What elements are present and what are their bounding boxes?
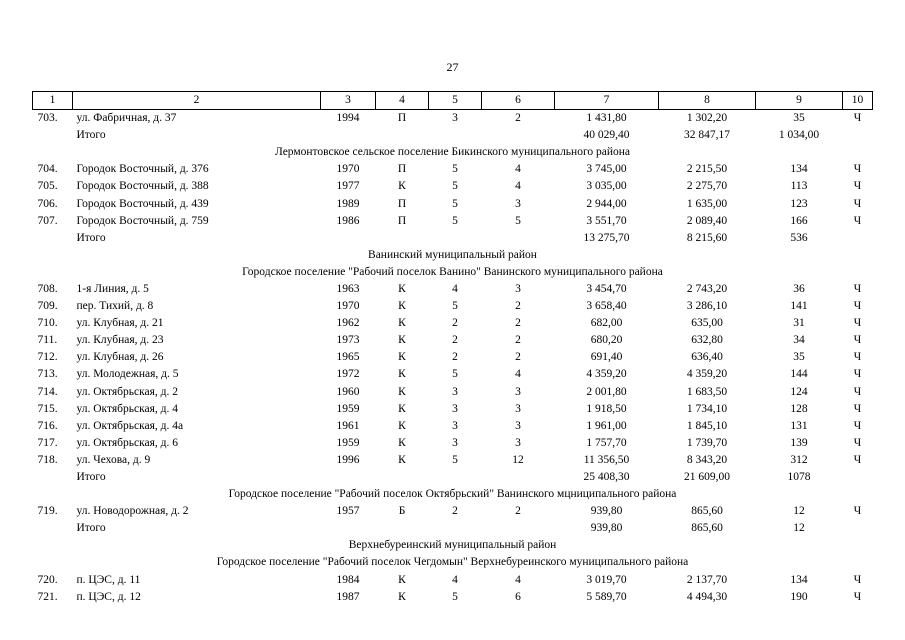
ownership-cell: Ч: [853, 453, 862, 466]
wall-material-cell: [376, 520, 429, 537]
living-area-cell: 21 609,00: [684, 471, 730, 484]
column-header: 4: [376, 92, 429, 110]
build-year-cell: 1962: [336, 317, 360, 330]
row-number-cell: 710.: [37, 317, 58, 330]
row-number-cell: 712.: [37, 351, 58, 364]
residents-cell: 1 034,00: [778, 129, 820, 142]
ownership-cell: Ч: [853, 112, 862, 125]
entrances-cell: 2: [515, 317, 521, 330]
floors-cell: 2: [452, 505, 458, 518]
ownership-cell: Ч: [853, 282, 862, 295]
column-header: 10: [843, 92, 873, 110]
floors-cell: 5: [452, 368, 458, 381]
build-year-cell: 1959: [336, 402, 360, 415]
total-area-cell: 3 035,00: [586, 180, 627, 193]
page-number: 27: [446, 60, 459, 74]
build-year-cell: 1977: [336, 180, 360, 193]
wall-material-cell: К: [398, 300, 406, 313]
table-row: [33, 572, 873, 589]
living-area-cell: 3 286,10: [686, 300, 728, 313]
total-row: [33, 127, 873, 144]
table-row: [33, 195, 873, 212]
residents-cell: 139: [790, 436, 808, 449]
wall-material-cell: [376, 230, 429, 247]
ownership-cell: Ч: [853, 163, 862, 176]
row-number-cell: [33, 230, 73, 247]
section-heading: Верхнебуреинский муниципальный район: [348, 539, 557, 552]
build-year-cell: 1970: [336, 300, 360, 313]
ownership-cell: Ч: [853, 573, 862, 586]
address-cell: п. ЦЭС, д. 11: [76, 573, 141, 586]
build-year-cell: 1970: [336, 163, 360, 176]
entrances-cell: 3: [515, 436, 521, 449]
column-header: 9: [756, 92, 843, 110]
section-heading: Городское поселение "Рабочий поселок Чегдомын" Верхнебуреинского муниципального района: [216, 556, 689, 569]
wall-material-cell: К: [398, 402, 406, 415]
entrances-cell: 2: [515, 505, 521, 518]
entrances-cell: 4: [515, 163, 521, 176]
total-label: Итого: [76, 522, 106, 535]
total-area-cell: 5 589,70: [586, 590, 627, 603]
row-number-cell: 720.: [37, 573, 58, 586]
column-header: 2: [73, 92, 321, 110]
entrances-cell: 2: [515, 300, 521, 313]
residents-cell: 113: [790, 180, 808, 193]
total-area-cell: 11 356,50: [583, 453, 630, 466]
table-row: [33, 178, 873, 195]
table-row: [33, 110, 873, 128]
table-row: [33, 589, 873, 606]
living-area-cell: 2 137,70: [686, 573, 728, 586]
address-cell: пер. Тихий, д. 8: [76, 300, 154, 313]
ownership-cell: Ч: [853, 505, 862, 518]
address-cell: ул. Клубная, д. 21: [76, 317, 164, 330]
ownership-cell: Ч: [853, 436, 862, 449]
ownership-cell: [843, 127, 873, 144]
ownership-cell: Ч: [853, 214, 862, 227]
wall-material-cell: К: [398, 368, 406, 381]
row-number-cell: 715.: [37, 402, 58, 415]
table-row: [33, 281, 873, 298]
residents-cell: 12: [793, 522, 805, 535]
total-area-cell: 939,80: [590, 505, 623, 518]
floors-cell: 5: [452, 590, 458, 603]
wall-material-cell: К: [398, 180, 406, 193]
row-number-cell: [33, 127, 73, 144]
residents-cell: 128: [790, 402, 808, 415]
entrances-cell: 2: [515, 351, 521, 364]
row-number-cell: [33, 469, 73, 486]
ownership-cell: [843, 230, 873, 247]
address-cell: Городок Восточный, д. 388: [76, 180, 209, 193]
entrances-cell: [482, 127, 555, 144]
table-row: [33, 401, 873, 418]
total-area-cell: 3 745,00: [586, 163, 627, 176]
floors-cell: [429, 127, 482, 144]
build-year-cell: [321, 230, 376, 247]
housing-table: [32, 91, 873, 606]
wall-material-cell: П: [397, 214, 407, 227]
row-number-cell: 719.: [37, 505, 58, 518]
total-area-cell: 2 001,80: [586, 385, 627, 398]
residents-cell: 141: [790, 300, 808, 313]
address-cell: Городок Восточный, д. 439: [76, 197, 209, 210]
row-number-cell: [33, 520, 73, 537]
total-area-cell: 13 275,70: [583, 231, 630, 244]
section-heading-row: [33, 486, 873, 503]
residents-cell: 36: [793, 282, 805, 295]
total-row: [33, 469, 873, 486]
residents-cell: 31: [793, 317, 805, 330]
build-year-cell: 1984: [336, 573, 360, 586]
floors-cell: 3: [452, 436, 458, 449]
ownership-cell: [843, 520, 873, 537]
living-area-cell: 32 847,17: [684, 129, 730, 142]
total-row: [33, 230, 873, 247]
residents-cell: 12: [793, 505, 805, 518]
total-area-cell: 3 454,70: [586, 282, 627, 295]
residents-cell: 35: [793, 112, 805, 125]
living-area-cell: 632,80: [691, 334, 723, 347]
residents-cell: 536: [790, 231, 808, 244]
row-number-cell: 718.: [37, 453, 58, 466]
ownership-cell: Ч: [853, 590, 862, 603]
total-area-cell: 3 551,70: [586, 214, 627, 227]
entrances-cell: 3: [515, 419, 521, 432]
table-row: [33, 332, 873, 349]
build-year-cell: 1987: [336, 590, 360, 603]
ownership-cell: Ч: [853, 197, 862, 210]
address-cell: ул. Клубная, д. 26: [76, 351, 164, 364]
entrances-cell: 6: [515, 590, 521, 603]
section-heading: Городское поселение "Рабочий поселок Ванино" Ванинского муниципального района: [242, 265, 663, 278]
build-year-cell: 1989: [336, 197, 360, 210]
floors-cell: 5: [452, 453, 458, 466]
column-number-header-row: [33, 92, 873, 110]
address-cell: ул. Октябрьская, д. 2: [76, 385, 178, 398]
wall-material-cell: К: [398, 385, 406, 398]
wall-material-cell: Б: [398, 505, 406, 518]
section-heading: Лермонтовское сельское поселение Бикинского муниципального района: [274, 146, 631, 159]
floors-cell: 2: [452, 334, 458, 347]
build-year-cell: 1961: [336, 419, 360, 432]
living-area-cell: 636,40: [691, 351, 723, 364]
build-year-cell: [321, 520, 376, 537]
entrances-cell: 4: [515, 573, 521, 586]
address-cell: Городок Восточный, д. 759: [76, 214, 209, 227]
wall-material-cell: К: [398, 573, 406, 586]
build-year-cell: 1996: [336, 453, 360, 466]
residents-cell: 131: [790, 419, 808, 432]
row-number-cell: 713.: [37, 368, 58, 381]
wall-material-cell: П: [397, 197, 407, 210]
section-heading-row: [33, 264, 873, 281]
total-area-cell: 40 029,40: [583, 129, 630, 142]
entrances-cell: 3: [515, 197, 521, 210]
floors-cell: [429, 230, 482, 247]
table-row: [33, 298, 873, 315]
row-number-cell: 716.: [37, 419, 58, 432]
floors-cell: 3: [452, 112, 458, 125]
entrances-cell: 12: [512, 453, 524, 466]
living-area-cell: 865,60: [691, 522, 723, 535]
total-area-cell: 1 757,70: [586, 436, 627, 449]
living-area-cell: 1 739,70: [686, 436, 728, 449]
column-header: 3: [321, 92, 376, 110]
address-cell: ул. Фабричная, д. 37: [76, 112, 177, 125]
living-area-cell: 2 089,40: [686, 214, 728, 227]
floors-cell: 3: [452, 402, 458, 415]
address-cell: 1-я Линия, д. 5: [76, 282, 149, 295]
column-header: 5: [429, 92, 482, 110]
wall-material-cell: К: [398, 351, 406, 364]
entrances-cell: 3: [515, 282, 521, 295]
table-row: [33, 452, 873, 469]
living-area-cell: 1 302,20: [686, 112, 728, 125]
living-area-cell: 8 343,20: [686, 453, 728, 466]
table-row: [33, 418, 873, 435]
build-year-cell: 1959: [336, 436, 360, 449]
total-area-cell: 3 019,70: [586, 573, 627, 586]
table-row: [33, 366, 873, 383]
living-area-cell: 2 743,20: [686, 282, 728, 295]
section-heading-row: [33, 247, 873, 264]
build-year-cell: 1972: [336, 368, 360, 381]
wall-material-cell: П: [397, 112, 407, 125]
address-cell: ул. Новодорожная, д. 2: [76, 505, 189, 518]
build-year-cell: 1965: [336, 351, 360, 364]
floors-cell: 5: [452, 163, 458, 176]
floors-cell: 5: [452, 214, 458, 227]
living-area-cell: 865,60: [691, 505, 723, 518]
ownership-cell: Ч: [853, 402, 862, 415]
total-area-cell: 4 359,20: [586, 368, 627, 381]
total-row: [33, 520, 873, 537]
floors-cell: 3: [452, 419, 458, 432]
total-area-cell: 1 961,00: [586, 419, 627, 432]
section-heading-row: [33, 554, 873, 571]
wall-material-cell: К: [398, 436, 406, 449]
total-area-cell: 25 408,30: [583, 471, 630, 484]
row-number-cell: 717.: [37, 436, 58, 449]
residents-cell: 144: [790, 368, 808, 381]
total-label: Итого: [76, 129, 106, 142]
residents-cell: 1078: [787, 471, 811, 484]
floors-cell: 5: [452, 197, 458, 210]
ownership-cell: Ч: [853, 300, 862, 313]
residents-cell: 134: [790, 573, 808, 586]
residents-cell: 124: [790, 385, 808, 398]
total-area-cell: 1 918,50: [586, 402, 627, 415]
table-row: [33, 435, 873, 452]
table-row: [33, 384, 873, 401]
build-year-cell: [321, 127, 376, 144]
section-heading-row: [33, 144, 873, 161]
row-number-cell: 705.: [37, 180, 58, 193]
total-area-cell: 682,00: [590, 317, 623, 330]
floors-cell: 5: [452, 300, 458, 313]
floors-cell: [429, 469, 482, 486]
total-area-cell: 691,40: [590, 351, 623, 364]
ownership-cell: Ч: [853, 334, 862, 347]
entrances-cell: 2: [515, 334, 521, 347]
total-area-cell: 1 431,80: [586, 112, 627, 125]
entrances-cell: 4: [515, 180, 521, 193]
floors-cell: 5: [452, 180, 458, 193]
living-area-cell: 4 494,30: [686, 590, 728, 603]
living-area-cell: 1 683,50: [686, 385, 728, 398]
ownership-cell: [843, 469, 873, 486]
ownership-cell: Ч: [853, 317, 862, 330]
living-area-cell: 4 359,20: [686, 368, 728, 381]
wall-material-cell: К: [398, 590, 406, 603]
residents-cell: 123: [790, 197, 808, 210]
row-number-cell: 706.: [37, 197, 58, 210]
address-cell: ул. Чехова, д. 9: [76, 453, 151, 466]
living-area-cell: 635,00: [691, 317, 723, 330]
row-number-cell: 711.: [37, 334, 58, 347]
build-year-cell: 1986: [336, 214, 360, 227]
wall-material-cell: [376, 127, 429, 144]
entrances-cell: 2: [515, 112, 521, 125]
section-heading-row: [33, 537, 873, 554]
floors-cell: 2: [452, 351, 458, 364]
build-year-cell: 1973: [336, 334, 360, 347]
column-header: 6: [482, 92, 555, 110]
table-row: [33, 161, 873, 178]
total-area-cell: 680,20: [590, 334, 623, 347]
floors-cell: 3: [452, 385, 458, 398]
address-cell: ул. Октябрьская, д. 4: [76, 402, 178, 415]
residents-cell: 190: [790, 590, 808, 603]
entrances-cell: [482, 230, 555, 247]
residents-cell: 34: [793, 334, 805, 347]
row-number-cell: 709.: [37, 300, 58, 313]
wall-material-cell: К: [398, 282, 406, 295]
wall-material-cell: К: [398, 453, 406, 466]
total-area-cell: 2 944,00: [586, 197, 627, 210]
table-row: [33, 315, 873, 332]
total-label: Итого: [76, 471, 106, 484]
wall-material-cell: [376, 469, 429, 486]
living-area-cell: 1 734,10: [686, 402, 728, 415]
floors-cell: 4: [452, 282, 458, 295]
residents-cell: 166: [790, 214, 808, 227]
residents-cell: 312: [790, 453, 808, 466]
row-number-cell: 708.: [37, 282, 58, 295]
address-cell: ул. Клубная, д. 23: [76, 334, 164, 347]
residents-cell: 35: [793, 351, 805, 364]
total-label: Итого: [76, 231, 106, 244]
ownership-cell: Ч: [853, 419, 862, 432]
wall-material-cell: К: [398, 334, 406, 347]
living-area-cell: 2 275,70: [686, 180, 728, 193]
ownership-cell: Ч: [853, 368, 862, 381]
row-number-cell: 721.: [37, 590, 58, 603]
floors-cell: 2: [452, 317, 458, 330]
ownership-cell: Ч: [853, 385, 862, 398]
entrances-cell: [482, 520, 555, 537]
column-header: 7: [555, 92, 659, 110]
table-row: [33, 213, 873, 230]
entrances-cell: 5: [515, 214, 521, 227]
row-number-cell: 704.: [37, 163, 58, 176]
entrances-cell: 4: [515, 368, 521, 381]
address-cell: п. ЦЭС, д. 12: [76, 590, 141, 603]
document-table-container: [32, 91, 872, 606]
address-cell: ул. Октябрьская, д. 6: [76, 436, 178, 449]
entrances-cell: 3: [515, 385, 521, 398]
total-area-cell: 3 658,40: [586, 300, 627, 313]
entrances-cell: [482, 469, 555, 486]
wall-material-cell: К: [398, 317, 406, 330]
table-row: [33, 503, 873, 520]
column-header: 8: [659, 92, 756, 110]
row-number-cell: 714.: [37, 385, 58, 398]
table-body: [33, 110, 873, 606]
ownership-cell: Ч: [853, 351, 862, 364]
address-cell: ул. Октябрьская, д. 4а: [76, 419, 184, 432]
build-year-cell: [321, 469, 376, 486]
total-area-cell: 939,80: [590, 522, 623, 535]
living-area-cell: 8 215,60: [686, 231, 728, 244]
address-cell: ул. Молодежная, д. 5: [76, 368, 179, 381]
living-area-cell: 1 845,10: [686, 419, 728, 432]
build-year-cell: 1957: [336, 505, 360, 518]
floors-cell: [429, 520, 482, 537]
floors-cell: 4: [452, 573, 458, 586]
residents-cell: 134: [790, 163, 808, 176]
row-number-cell: 703.: [37, 112, 58, 125]
section-heading: Ванинский муниципальный район: [368, 248, 537, 261]
living-area-cell: 1 635,00: [686, 197, 728, 210]
section-heading: Городское поселение "Рабочий поселок Октябрьский" Ванинского мцниципального района: [228, 488, 677, 501]
column-header: 1: [33, 92, 73, 110]
build-year-cell: 1994: [336, 112, 360, 125]
living-area-cell: 2 215,50: [686, 163, 728, 176]
table-row: [33, 349, 873, 366]
entrances-cell: 3: [515, 402, 521, 415]
wall-material-cell: П: [397, 163, 407, 176]
row-number-cell: 707.: [37, 214, 58, 227]
ownership-cell: Ч: [853, 180, 862, 193]
wall-material-cell: К: [398, 419, 406, 432]
address-cell: Городок Восточный, д. 376: [76, 163, 209, 176]
build-year-cell: 1960: [336, 385, 360, 398]
build-year-cell: 1963: [336, 282, 360, 295]
